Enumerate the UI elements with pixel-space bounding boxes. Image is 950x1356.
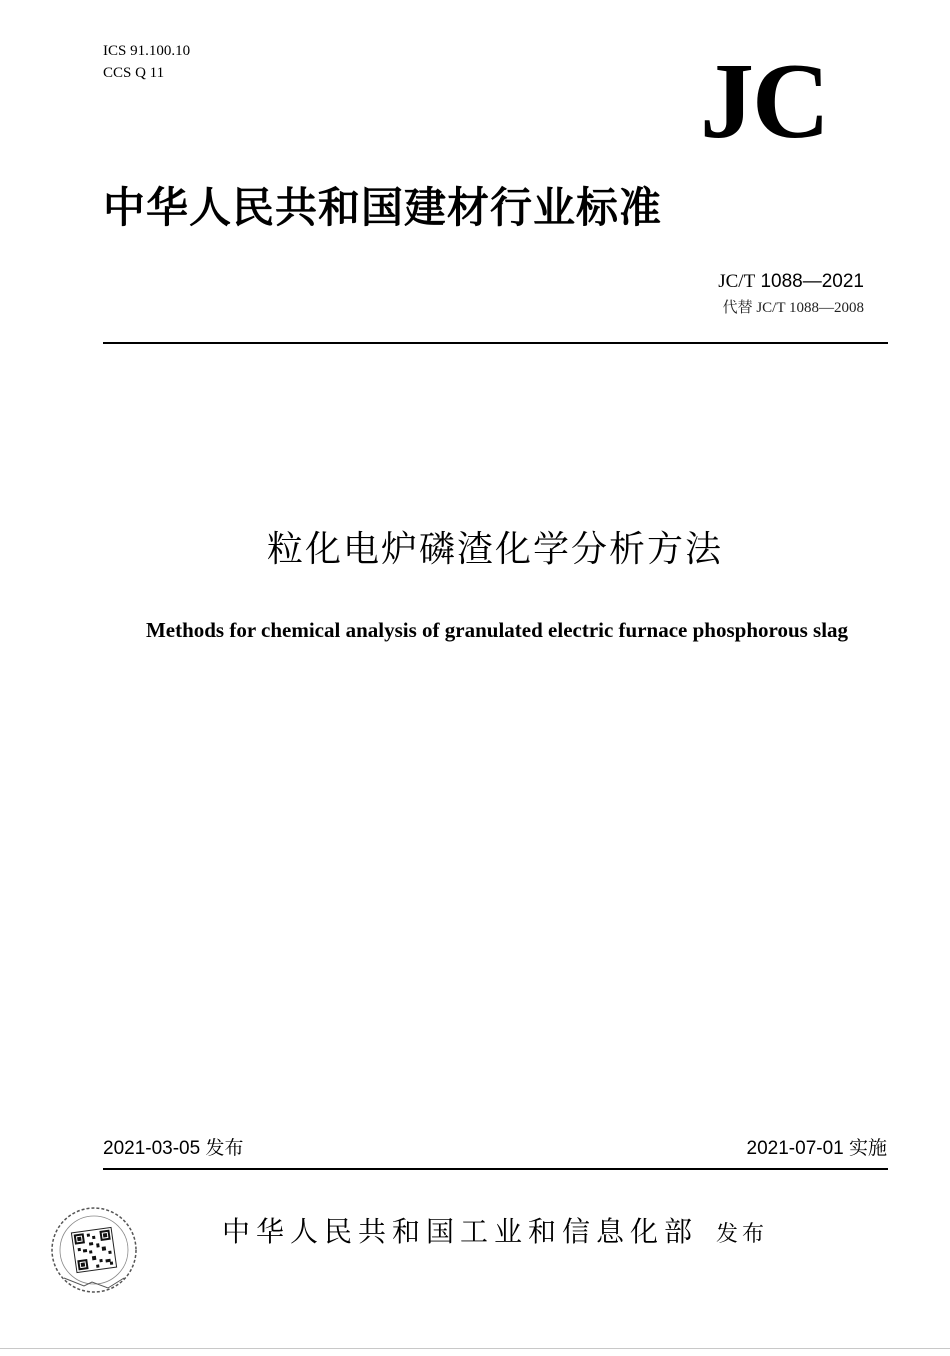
document-title-en: Methods for chemical analysis of granulated electric furnace phosphorous slag	[145, 618, 849, 642]
top-divider	[103, 342, 888, 344]
standard-prefix: JC/T	[718, 271, 756, 292]
ics-code: ICS 91.100.10	[103, 43, 191, 59]
issuing-authority	[222, 1212, 768, 1255]
bottom-divider	[103, 1168, 888, 1170]
standard-number	[718, 270, 864, 294]
standard-category-title: 中华人民共和国建材行业标准	[103, 183, 663, 232]
document-title-cn: 粒化电炉磷渣化学分析方法	[266, 529, 723, 570]
issue-date: 2021-03-05 发布	[103, 1138, 244, 1159]
page-edge-line	[0, 1348, 950, 1349]
issuer-name: 中华人民共和国工业和信息化部	[222, 1215, 699, 1248]
standard-number-value: 1088—2021	[760, 271, 864, 292]
jc-logo: JC	[700, 42, 828, 161]
issue-action: 发布	[716, 1222, 769, 1247]
qr-seal-stamp-icon	[44, 1198, 144, 1303]
classification-codes	[103, 40, 190, 84]
ccs-code: CCS Q 11	[103, 65, 165, 81]
implementation-date: 2021-07-01 实施	[746, 1138, 887, 1159]
replaces-standard: 代替 JC/T 1088—2008	[722, 300, 864, 316]
